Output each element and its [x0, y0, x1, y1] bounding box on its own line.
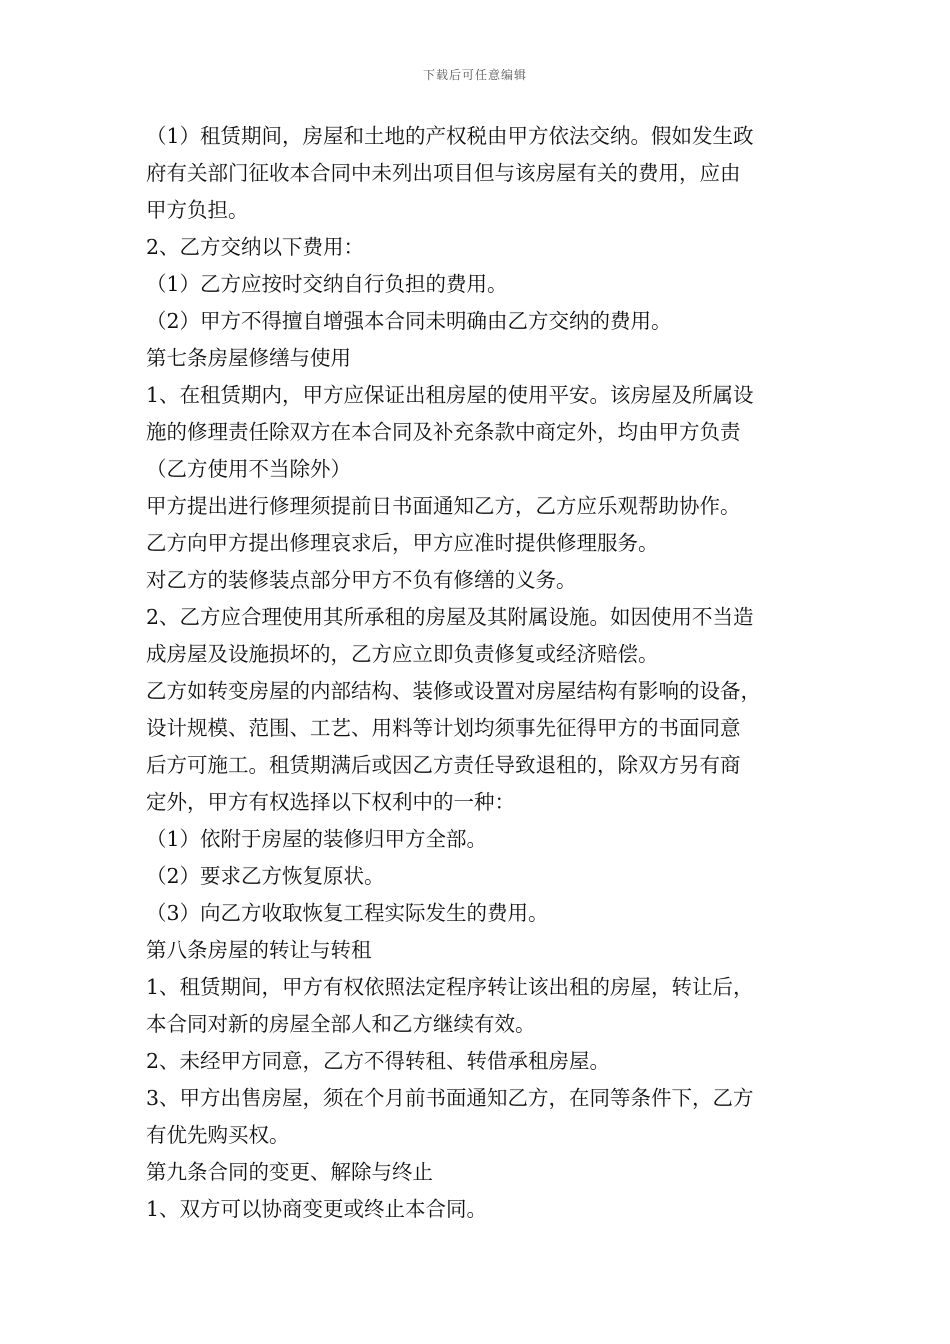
text-line: 1、双方可以协商变更或终止本合同。: [146, 1197, 488, 1221]
text-line: （1）租赁期间，房屋和土地的产权税由甲方依法交纳。假如发生政: [146, 124, 754, 148]
text-line: 2、乙方应合理使用其所承租的房屋及其附属设施。如因使用不当造: [146, 605, 754, 629]
text-line: 定外，甲方有权选择以下权利中的一种：: [146, 790, 515, 814]
text-line: 成房屋及设施损坏的，乙方应立即负责修复或经济赔偿。: [146, 642, 659, 666]
text-line: 后方可施工。租赁期满后或因乙方责任导致退租的，除双方另有商: [146, 753, 741, 777]
text-line: 对乙方的装修装点部分甲方不负有修缮的义务。: [146, 568, 577, 592]
text-line: （1）依附于房屋的装修归甲方全部。: [146, 827, 488, 851]
text-line: 甲方提出进行修理须提前日书面通知乙方，乙方应乐观帮助协作。: [146, 494, 741, 518]
section-heading: 第七条房屋修缮与使用: [146, 346, 351, 370]
text-line: 2、乙方交纳以下费用：: [146, 235, 365, 259]
text-line: 2、未经甲方同意，乙方不得转租、转借承租房屋。: [146, 1049, 611, 1073]
document-body: [146, 118, 816, 1228]
text-line: 1、在租赁期内，甲方应保证出租房屋的使用平安。该房屋及所属设: [146, 383, 754, 407]
text-line: （乙方使用不当除外）: [146, 457, 351, 481]
text-line: 施的修理责任除双方在本合同及补充条款中商定外，均由甲方负责: [146, 420, 741, 444]
text-line: （2）甲方不得擅自增强本合同未明确由乙方交纳的费用。: [146, 309, 672, 333]
text-line: 甲方负担。: [146, 198, 249, 222]
text-line: （2）要求乙方恢复原状。: [146, 864, 385, 888]
text-line: 乙方向甲方提出修理哀求后，甲方应准时提供修理服务。: [146, 531, 659, 555]
section-heading: 第八条房屋的转让与转租: [146, 938, 372, 962]
section-heading: 第九条合同的变更、解除与终止: [146, 1160, 433, 1184]
text-line: （1）乙方应按时交纳自行负担的费用。: [146, 272, 508, 296]
text-line: 乙方如转变房屋的内部结构、装修或设置对房屋结构有影响的设备，: [146, 679, 761, 703]
text-line: 府有关部门征收本合同中未列出项目但与该房屋有关的费用，应由: [146, 161, 741, 185]
text-line: 有优先购买权。: [146, 1123, 290, 1147]
text-line: 设计规模、范围、工艺、用料等计划均须事先征得甲方的书面同意: [146, 716, 741, 740]
text-line: 1、租赁期间，甲方有权依照法定程序转让该出租的房屋，转让后，: [146, 975, 754, 999]
text-line: （3）向乙方收取恢复工程实际发生的费用。: [146, 901, 549, 925]
text-line: 3、甲方出售房屋，须在个月前书面通知乙方，在同等条件下，乙方: [146, 1086, 754, 1110]
text-line: 本合同对新的房屋全部人和乙方继续有效。: [146, 1012, 536, 1036]
page-header: 下载后可任意编辑: [422, 68, 527, 82]
